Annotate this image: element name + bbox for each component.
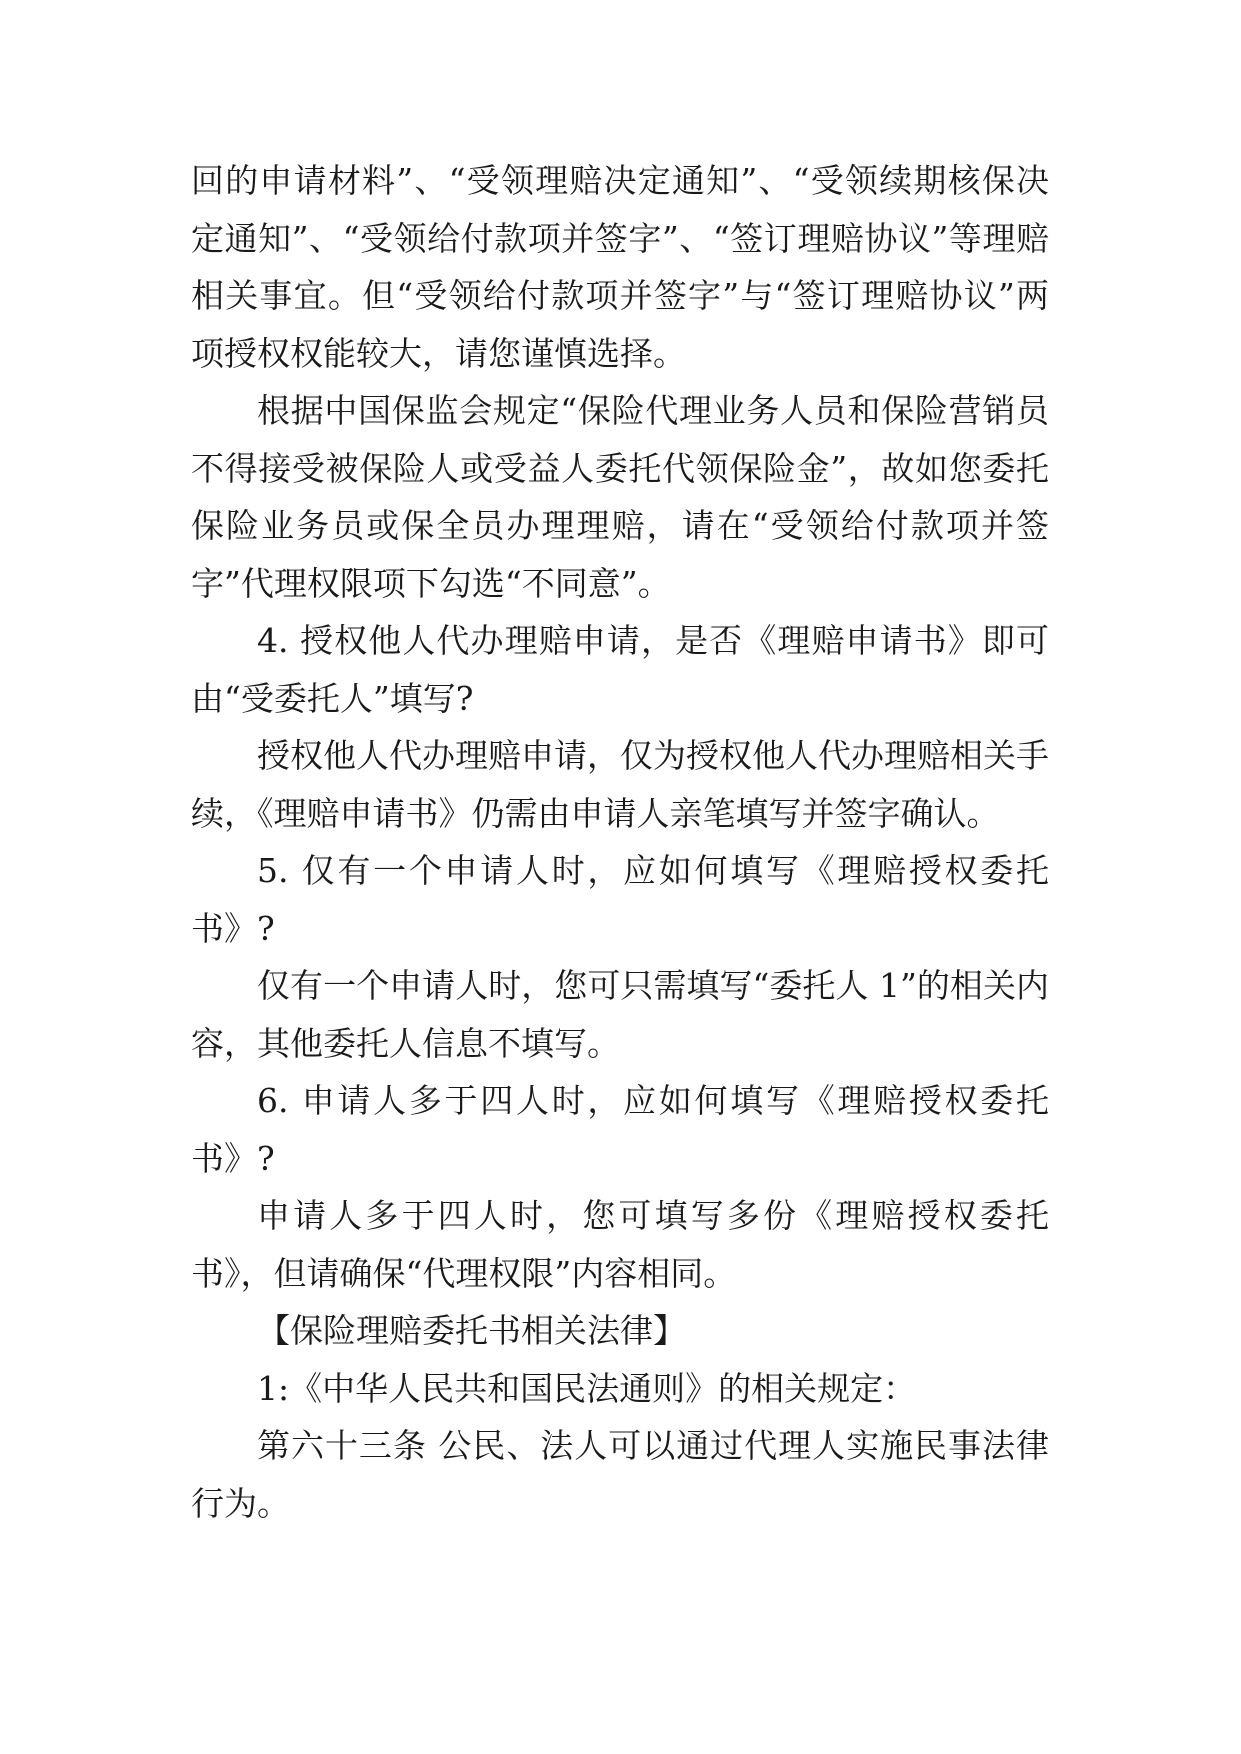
paragraph-claim-authority-scope: 回的申请材料”、“受领理赔决定通知”、“受领续期核保决定通知”、“受领给付款项并签字”、“签订理赔协议”等理赔相关事宜。但“受领给付款项并签字”与“签订理赔协议”两项授权权能较大，请您谨慎选择。 xyxy=(191,161,1049,373)
section-heading-related-law: 【保险理赔委托书相关法律】 xyxy=(257,1311,686,1350)
answer-6: 申请人多于四人时，您可填写多份《理赔授权委托书》，但请确保“代理权限”内容相同。 xyxy=(191,1196,1049,1293)
answer-5: 仅有一个申请人时，您可只需填写“委托人 1”的相关内容，其他委托人信息不填写。 xyxy=(191,966,1049,1063)
law-reference-civil-code: 1:《中华人民共和国民法通则》的相关规定： xyxy=(257,1368,917,1408)
question-6: 6. 申请人多于四人时，应如何填写《理赔授权委托书》? xyxy=(191,1081,1049,1178)
answer-4: 授权他人代办理赔申请，仅为授权他人代办理赔相关手续，《理赔申请书》仍需由申请人亲笔填写并签字确认。 xyxy=(191,736,1049,833)
document-body xyxy=(191,152,1049,1532)
question-4: 4. 授权他人代办理赔申请，是否《理赔申请书》即可由“受委托人”填写? xyxy=(191,621,1049,718)
paragraph-regulatory-rule: 根据中国保监会规定“保险代理业务人员和保险营销员不得接受被保险人或受益人委托代领保险金”，故如您委托保险业务员或保全员办理理赔，请在“受领给付款项并签字”代理权限项下勾选“不同意”。 xyxy=(191,391,1049,603)
question-5: 5. 仅有一个申请人时，应如何填写《理赔授权委托书》? xyxy=(191,851,1049,948)
law-article-63: 第六十三条 公民、法人可以通过代理人实施民事法律行为。 xyxy=(191,1426,1049,1523)
